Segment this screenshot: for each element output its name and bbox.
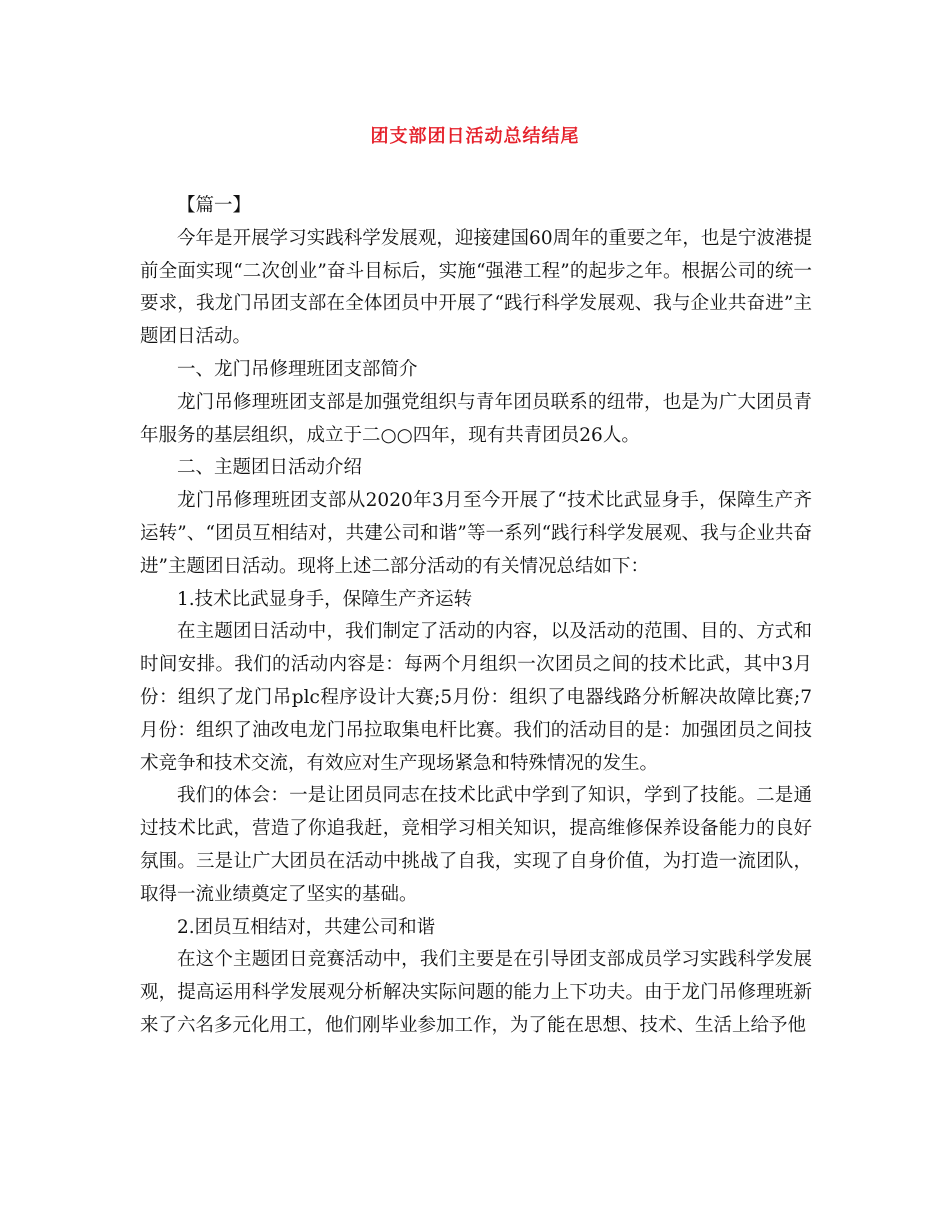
section-heading-part-one: 【篇一】 — [177, 195, 252, 216]
subheading-pairing: 2.团员互相结对，共建公司和谐 — [177, 916, 436, 938]
paragraph-pairing: 在这个主题团日竞赛活动中，我们主要是在引导团支部成员学习实践科学发展观，提高运用科学发展观分析解决实际问题的能力上下功夫。由于龙门吊修理班新来了六名多元化用工，他们刚毕业参加工作，为了能在思想、技术、生活上给予他 — [140, 949, 812, 1036]
section-heading-activity-intro: 二、主题团日活动介绍 — [177, 457, 363, 479]
paragraph-experience: 我们的体会：一是让团员同志在技术比武中学到了知识，学到了技能。二是通过技术比武，营造了你追我赶，竞相学习相关知识，提高维修保养设备能力的良好氛围。三是让广大团员在活动中挑战了自我，实现了自身价值，为打造一流团队，取得一流业绩奠定了坚实的基础。 — [140, 785, 812, 905]
paragraph-branch-intro: 龙门吊修理班团支部是加强党组织与青年团员联系的纽带，也是为广大团员青年服务的基层组织，成立于二○○四年，现有共青团员26人。 — [140, 391, 812, 446]
paragraph-activity-intro: 龙门吊修理班团支部从2020年3月至今开展了“技术比武显身手，保障生产齐运转”、“团员互相结对，共建公司和谐”等一系列“践行科学发展观、我与企业共奋进”主题团日活动。现将上述二部分活动的有关情况总结如下： — [140, 490, 812, 577]
section-heading-branch-intro: 一、龙门吊修理班团支部简介 — [177, 358, 418, 380]
paragraph-tech-competition: 在主题团日活动中，我们制定了活动的内容，以及活动的范围、目的、方式和时间安排。我们的活动内容是：每两个月组织一次团员之间的技术比武，其中3月份：组织了龙门吊plc程序设计大赛;5月份：组织了电器线路分析解决故障比赛;7月份：组织了油改电龙门吊拉取集电杆比赛。我们的活动目的是：加强团员之间技术竞争和技术交流，有效应对生产现场紧急和特殊情况的发生。 — [140, 621, 812, 774]
paragraph-intro: 今年是开展学习实践科学发展观，迎接建国60周年的重要之年，也是宁波港提前全面实现“二次创业”奋斗目标后，实施“强港工程”的起步之年。根据公司的统一要求，我龙门吊团支部在全体团员中开展了“践行科学发展观、我与企业共奋进”主题团日活动。 — [140, 227, 812, 348]
document-body — [140, 190, 812, 1043]
document-title: 团支部团日活动总结结尾 — [370, 126, 580, 147]
subheading-tech-competition: 1.技术比武显身手，保障生产齐运转 — [177, 588, 473, 610]
